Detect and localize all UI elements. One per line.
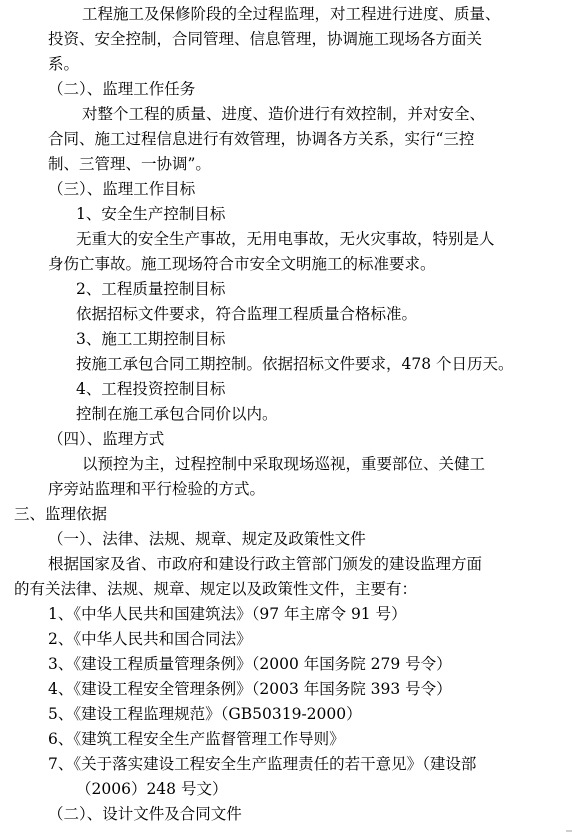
section-heading: （一）、法律、法规、规章、规定及政策性文件 <box>48 530 366 548</box>
subsection-heading: 3、施工工期控制目标 <box>76 330 226 348</box>
section-heading: （四）、监理方式 <box>48 430 165 448</box>
list-item: 3、《建设工程质量管理条例》（2000 年国务院 279 号令） <box>48 655 452 673</box>
list-item-continuation: （2006）248 号文） <box>76 780 228 798</box>
section-heading: （三）、监理工作目标 <box>48 180 196 198</box>
list-item: 6、《建筑工程安全生产监督管理工作导则》 <box>48 730 345 748</box>
text-line: 的有关法律、法规、规章、规定以及政策性文件，主要有： <box>14 580 418 598</box>
list-item: 4、《建设工程安全管理条例》（2003 年国务院 393 号令） <box>48 680 452 698</box>
text-line: 制、三管理、一协调”。 <box>48 155 211 173</box>
text-line: 投资、安全控制，合同管理、信息管理，协调施工现场各方面关 <box>48 30 483 48</box>
list-item: 7、《关于落实建设工程安全生产监理责任的若干意见》（建设部 <box>48 755 477 773</box>
subsection-heading: 2、工程质量控制目标 <box>76 280 226 298</box>
subsection-heading: 1、安全生产控制目标 <box>76 205 226 223</box>
text-line: 系。 <box>48 55 80 73</box>
text-line: 按施工承包合同工期控制。依据招标文件要求，478 个日历天。 <box>76 355 514 373</box>
text-line: 以预控为主，过程控制中采取现场巡视，重要部位、关健工 <box>82 455 486 473</box>
section-heading: （二）、监理工作任务 <box>48 80 196 98</box>
chapter-heading: 三、监理依据 <box>14 505 108 523</box>
text-line: 合同、施工过程信息进行有效管理，协调各方关系，实行“三控 <box>48 130 475 148</box>
text-line: 根据国家及省、市政府和建设行政主管部门颁发的建设监理方面 <box>48 555 483 573</box>
section-heading: （二）、设计文件及合同文件 <box>48 805 242 823</box>
text-line: 控制在施工承包合同价以内。 <box>76 405 278 423</box>
text-line: 无重大的安全生产事故，无用电事故，无火灾事故，特别是人 <box>76 230 495 248</box>
text-line: 依据招标文件要求，符合监理工程质量合格标准。 <box>76 305 418 323</box>
list-item: 2、《中华人民共和国合同法》 <box>48 630 252 648</box>
text-line: 身伤亡事故。施工现场符合市安全文明施工的标准要求。 <box>48 255 436 273</box>
list-item: 1、《中华人民共和国建筑法》（97 年主席令 91 号） <box>48 605 407 623</box>
text-line: 序旁站监理和平行检验的方式。 <box>48 480 266 498</box>
text-line: 工程施工及保修阶段的全过程监理，对工程进行进度、质量、 <box>82 5 501 23</box>
list-item: 5、《建设工程监理规范》（GB50319-2000） <box>48 705 362 723</box>
text-line: 对整个工程的质量、进度、造价进行有效控制，并对安全、 <box>82 105 486 123</box>
subsection-heading: 4、工程投资控制目标 <box>76 380 226 398</box>
